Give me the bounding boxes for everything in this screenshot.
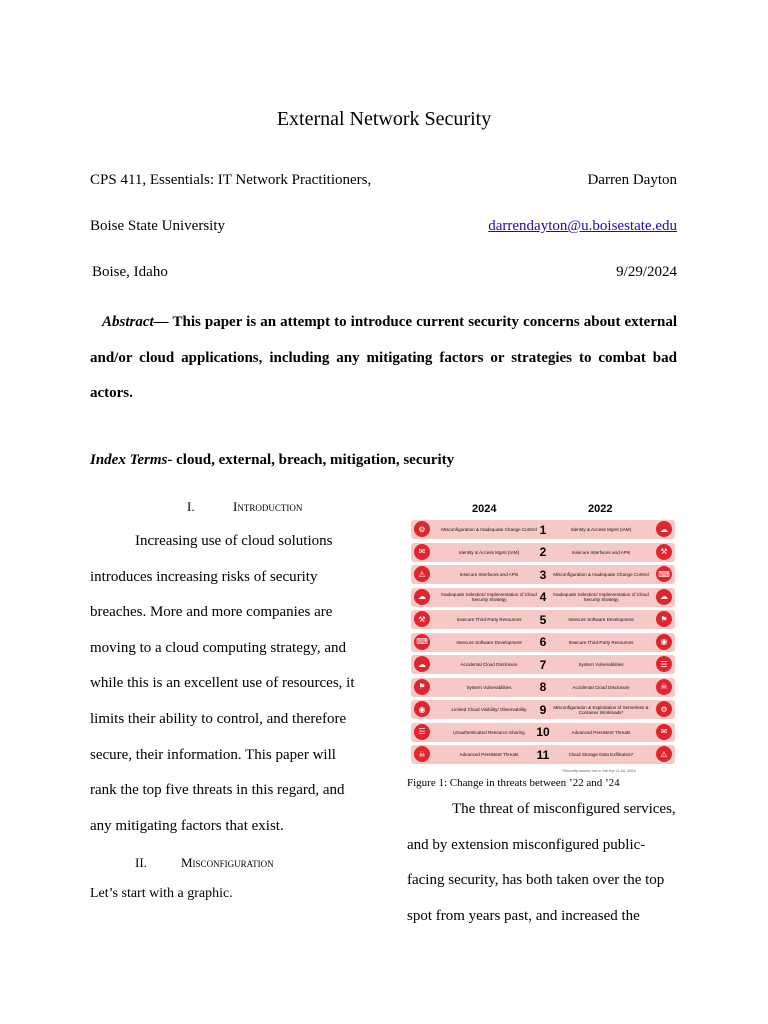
text-line: Increasing use of cloud solutions: [135, 533, 333, 549]
abstract: [90, 305, 677, 412]
threat-icon: ⚑: [414, 679, 430, 695]
figure-caption: Figure 1: Change in threats between ’22 and ’24: [407, 777, 620, 789]
section-heading-introduction: [187, 499, 302, 515]
year-2022-header: 2022: [588, 503, 613, 515]
location-line: Boise, Idaho: [92, 264, 168, 280]
threat-icon: ☰: [414, 724, 430, 740]
threat-icon: ⌨: [656, 566, 672, 582]
threat-2022-label: Advanced Persistent Threats: [571, 729, 631, 735]
threat-2024-label: Misconfiguration & Inadequate Change Control: [441, 527, 537, 532]
course-line: CPS 411, Essentials: IT Network Practitioners,: [90, 172, 372, 188]
threat-rank: 9: [539, 702, 547, 717]
threat-icon: ⚙: [656, 701, 672, 717]
graphic-intro-text: Let’s start with a graphic.: [90, 886, 233, 901]
text-line: rank the top five threats in this regard, and: [90, 782, 345, 799]
threat-icon: ✉: [656, 724, 672, 740]
threat-2024-label: Limited Cloud Visibility/ Observability: [451, 707, 527, 712]
threat-row: [411, 723, 675, 742]
threat-icon: ⚠: [656, 746, 672, 762]
threat-row: [411, 543, 675, 562]
threat-2022-label: Cloud Storage Data Exfiltration*: [568, 752, 634, 757]
threat-icon: ☰: [656, 656, 672, 672]
threat-2022-label: Insecure Software Development: [568, 617, 634, 622]
threat-row: [411, 520, 675, 539]
text-line: while this is an excellent use of resources, it: [90, 675, 355, 692]
threat-row: [411, 678, 675, 697]
threat-icon: ✉: [414, 544, 430, 560]
threat-rank: 11: [536, 747, 550, 762]
threat-2024-label: Advanced Persistent Threats: [459, 752, 519, 757]
university-line: Boise State University: [90, 218, 225, 234]
threat-row: [411, 633, 675, 652]
threat-rank: 6: [539, 635, 547, 649]
text-line: secure, their information. This paper will: [90, 746, 336, 763]
threat-2024-label: Insecure Software Development: [456, 639, 522, 645]
threat-rank: 5: [539, 612, 547, 627]
text-line: and by extension misconfigured public-: [407, 836, 646, 853]
threat-icon: ☠: [414, 746, 430, 762]
text-line: facing security, has both taken over the top: [407, 872, 665, 889]
index-terms-text: cloud, external, breach, mitigation, security: [172, 452, 455, 468]
threat-icon: ☠: [656, 679, 672, 695]
section-number: I.: [187, 499, 195, 514]
section-title: Misconfiguration: [181, 855, 274, 870]
text-line: moving to a cloud computing strategy, and: [90, 639, 347, 656]
threat-2024-label: Accidental Cloud Disclosure: [460, 662, 518, 667]
threat-row: [411, 588, 675, 607]
threat-icon: ⚠: [414, 566, 430, 582]
threat-row: [411, 745, 675, 764]
text-line: breaches. More and more companies are: [90, 604, 333, 621]
threat-row: [411, 565, 675, 584]
text-line: any mitigating factors that exist.: [90, 817, 284, 834]
threat-row: [411, 655, 675, 674]
threat-ranking-figure: [408, 500, 678, 773]
section-title: Introduction: [233, 499, 303, 514]
threat-2022-label: Insecure Interfaces and APIs: [571, 549, 631, 555]
threat-2024-label: Unauthenticated Resource Sharing: [453, 729, 525, 735]
threat-2024-label: Insecure Third-Party Resources: [456, 617, 522, 622]
threat-2024-label: System Vulnerabilities: [466, 684, 512, 690]
threat-rank: 10: [536, 725, 550, 739]
year-2024-header: 2024: [472, 503, 497, 515]
text-line: introduces increasing risks of security: [90, 568, 318, 585]
threat-icon: ⌨: [414, 634, 430, 650]
date-line: 9/29/2024: [616, 264, 677, 280]
text-line: spot from years past, and increased the: [407, 907, 640, 924]
threat-rank: 4: [539, 590, 547, 604]
threat-icon: ☁: [656, 521, 672, 537]
threat-2022-label: Insecure Third-Party Resources: [568, 639, 634, 645]
index-terms: [90, 452, 454, 469]
threat-2024-label: Identity & Access Mgmt (IAM): [458, 549, 520, 555]
threat-2022-label: Misconfiguration & Inadequate Change Control: [553, 572, 649, 577]
threat-icon: ◉: [656, 634, 672, 650]
paper-title: External Network Security: [276, 108, 492, 130]
author-email-link[interactable]: darrendayton@u.boisestate.edu: [488, 218, 677, 234]
right-column-paragraph: [407, 792, 687, 934]
index-terms-label: Index Terms-: [90, 452, 173, 468]
text-line: The threat of misconfigured services,: [452, 801, 676, 817]
abstract-label: Abstract—: [102, 314, 169, 330]
threat-rank: 7: [539, 657, 547, 672]
threat-2022-label: System Vulnerabilities: [578, 662, 624, 667]
threat-2022-label: Inadequate Selection/ Implementation of Cloud Security Strategy: [553, 592, 649, 602]
threat-icon: ☁: [656, 589, 672, 605]
introduction-paragraph: [90, 524, 390, 844]
threat-2024-label: Inadequate Selection/ Implementation of Cloud Security Strategy: [441, 592, 537, 602]
threat-row: [411, 700, 675, 719]
threat-2022-label: Misconfiguration & Exploitation of Serverless & Container Workloads*: [553, 704, 649, 715]
threat-icon: ⚒: [414, 611, 430, 627]
section-number: II.: [135, 855, 147, 870]
threat-icon: ☁: [414, 589, 430, 605]
threat-row: [411, 610, 675, 629]
threat-rank: 2: [539, 545, 547, 559]
author-name: Darren Dayton: [587, 172, 677, 188]
threat-icon: ◉: [414, 701, 430, 717]
threat-rank: 3: [539, 567, 547, 582]
threat-2022-label: Identity & Access Mgmt (IAM): [570, 527, 632, 532]
threat-rank: 1: [539, 522, 547, 537]
threat-icon: ⚑: [656, 611, 672, 627]
threat-icon: ⚒: [656, 544, 672, 560]
text-line: limits their ability to control, and therefore: [90, 710, 347, 727]
threat-icon: ⚙: [414, 521, 430, 537]
threat-2024-label: Insecure Interfaces and APIs: [459, 572, 519, 577]
abstract-text: This paper is an attempt to introduce current security concerns about external and/or cloud applications, including any mitigating factors or strategies to combat bad actors.: [90, 314, 677, 401]
threat-2022-label: Accidental Cloud Disclosure: [572, 684, 630, 690]
section-heading-misconfiguration: [135, 855, 274, 871]
figure-footnote: *Security issues not in the top 11 for 2024: [562, 768, 636, 773]
threat-icon: ☁: [414, 656, 430, 672]
threat-rank: 8: [539, 680, 547, 694]
